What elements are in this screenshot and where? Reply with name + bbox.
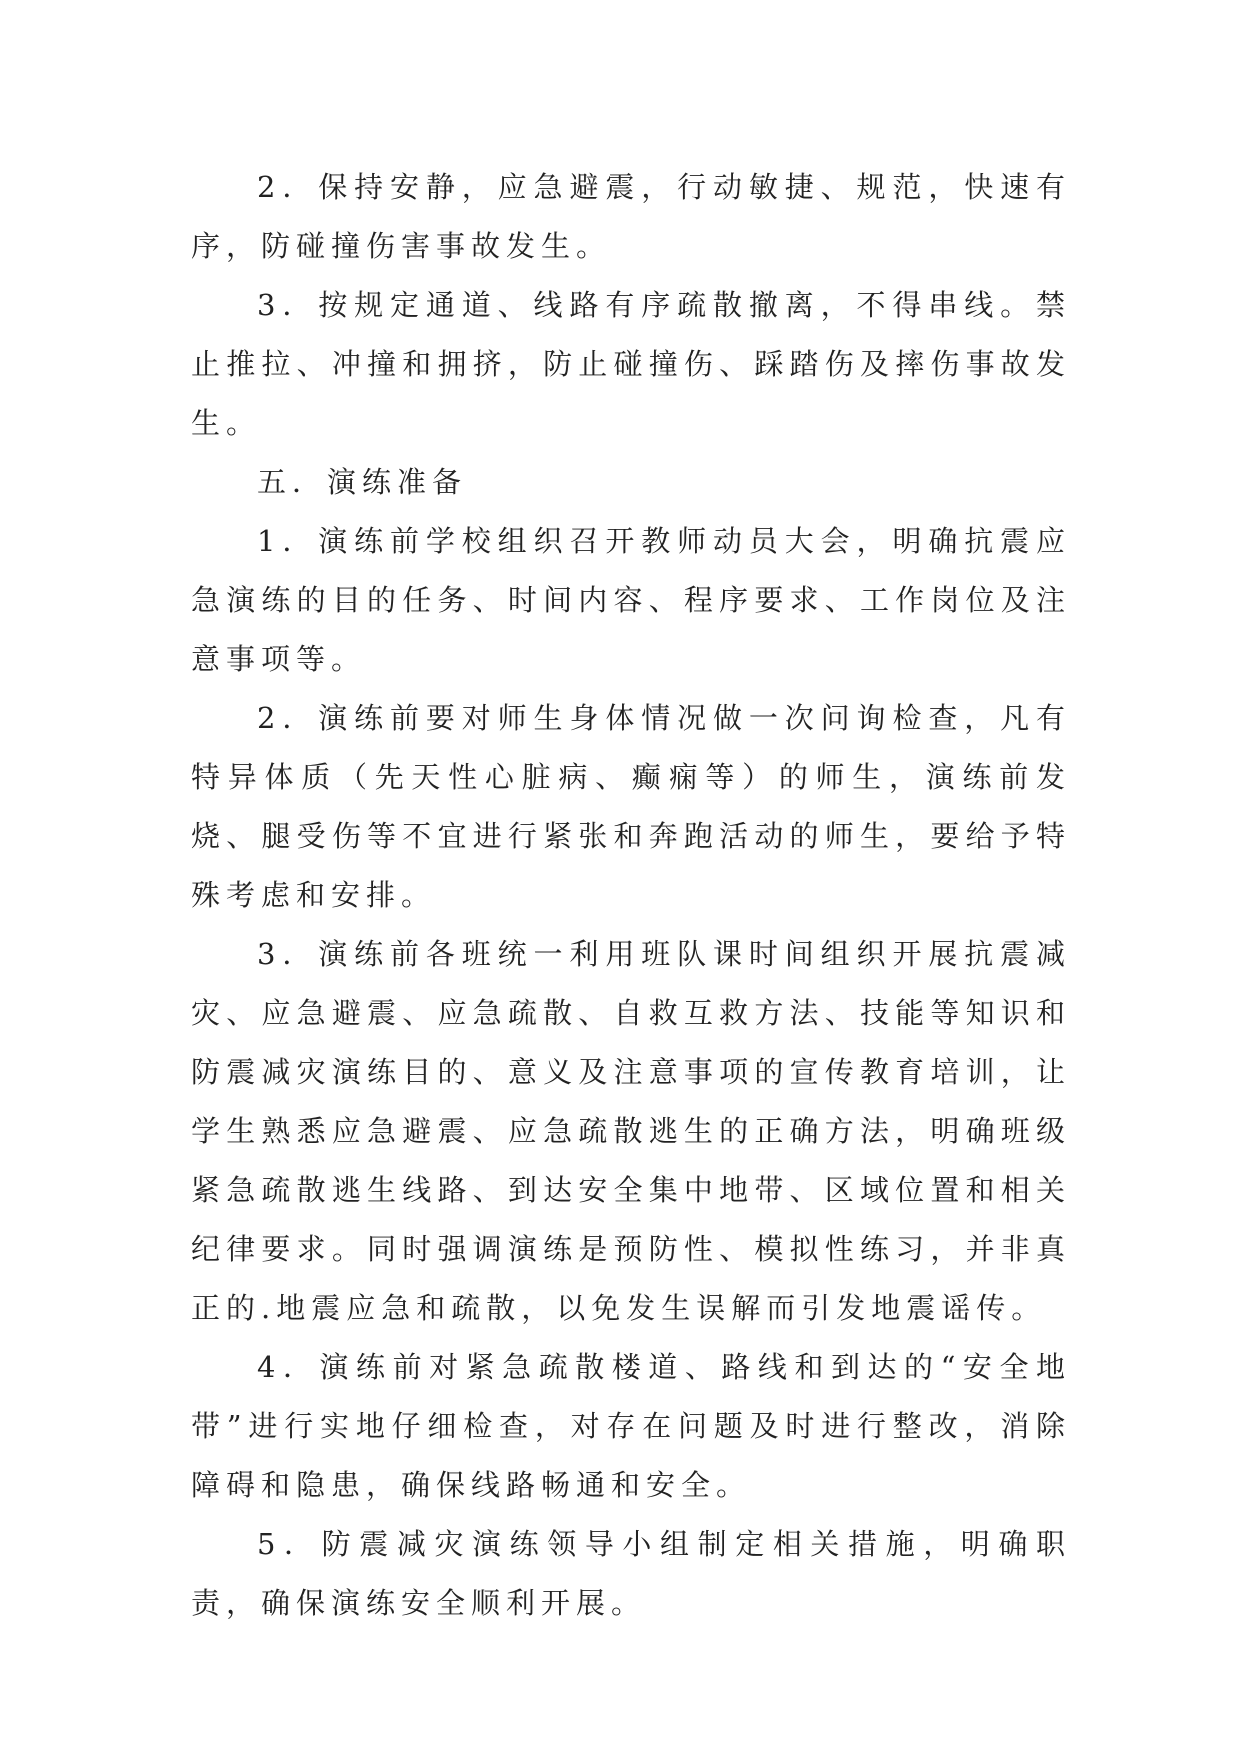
paragraph-item-2-keep-quiet: 2．保持安静，应急避震，行动敏捷、规范，快速有序，防碰撞伤害事故发生。 [191, 170, 1071, 263]
paragraph-prep-4-route-inspection: 4．演练前对紧急疏散楼道、路线和到达的“安全地带”进行实地仔细检查，对存在问题及时进行整改，消除障碍和隐患，确保线路畅通和安全。 [191, 1350, 1071, 1502]
paragraph-prep-5-leadership-measures: 5．防震减灾演练领导小组制定相关措施，明确职责，确保演练安全顺利开展。 [191, 1527, 1071, 1620]
document-body [191, 158, 1071, 1633]
section-heading-drill-preparation: 五．演练准备 [257, 465, 468, 499]
paragraph-item-3-evacuation-route: 3．按规定通道、线路有序疏散撤离，不得串线。禁止推拉、冲撞和拥挤，防止碰撞伤、踩踏伤及摔伤事故发生。 [191, 288, 1071, 440]
paragraph-prep-2-health-check: 2．演练前要对师生身体情况做一次问询检查，凡有特异体质（先天性心脏病、癫痫等）的师生，演练前发烧、腿受伤等不宜进行紧张和奔跑活动的师生，要给予特殊考虑和安排。 [191, 701, 1071, 912]
paragraph-prep-1-teacher-meeting: 1．演练前学校组织召开教师动员大会，明确抗震应急演练的目的任务、时间内容、程序要求、工作岗位及注意事项等。 [191, 524, 1071, 676]
paragraph-prep-3-class-training: 3．演练前各班统一利用班队课时间组织开展抗震减灾、应急避震、应急疏散、自救互救方法、技能等知识和防震减灾演练目的、意义及注意事项的宣传教育培训，让学生熟悉应急避震、应急疏散逃生的正确方法，明确班级紧急疏散逃生线路、到达安全集中地带、区域位置和相关纪律要求。同时强调演练是预防性、模拟性练习，并非真正的.地震应急和疏散，以免发生误解而引发地震谣传。 [191, 937, 1071, 1325]
